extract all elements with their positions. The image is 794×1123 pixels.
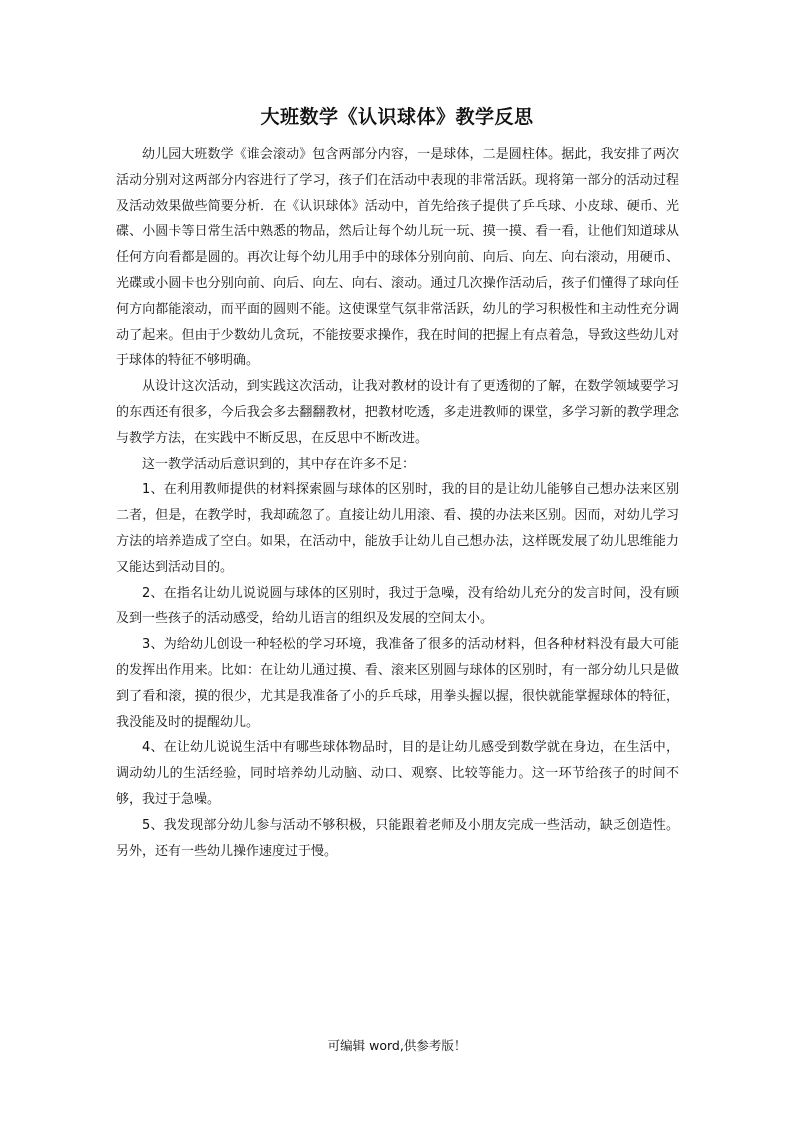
paragraph-shortcomings-heading: 这一教学活动后意识到的，其中存在许多不足： xyxy=(142,456,416,472)
document-title: 大班数学《认识球体》教学反思 xyxy=(260,106,534,128)
paragraph-point-1: 1、在利用教师提供的材料探索圆与球体的区别时，我的目的是让幼儿能够自己想办法来区别二者，但是，在教学时，我却疏忽了。直接让幼儿用滚、看、摸的办法来区别。因而，对幼儿学习方法的培养造成了空白。如果，在活动中，能放手让幼儿自己想办法，这样既发展了幼儿思维能力又能达到活动目的。 xyxy=(116,482,679,575)
page-footer: 可编辑 word,供参考版！ xyxy=(327,1038,467,1053)
document-body xyxy=(116,142,679,864)
paragraph-reflection: 从设计这次活动，到实践这次活动，让我对教材的设计有了更透彻的了解，在数学领域要学习的东西还有很多，今后我会多去翻翻教材，把教材吃透，多走进教师的课堂，多学习新的教学理念与教学方法，在实践中不断反思，在反思中不断改进。 xyxy=(116,379,679,446)
paragraph-point-2: 2、在指名让幼儿说说圆与球体的区别时，我过于急噪，没有给幼儿充分的发言时间，没有顾及到一些孩子的活动感受，给幼儿语言的组织及发展的空间太小。 xyxy=(116,585,679,627)
paragraph-point-4: 4、在让幼儿说说生活中有哪些球体物品时，目的是让幼儿感受到数学就在身边，在生活中，调动幼儿的生活经验，同时培养幼儿动脑、动口、观察、比较等能力。这一环节给孩子的时间不够，我过于急噪。 xyxy=(116,740,679,807)
paragraph-point-3: 3、为给幼儿创设一种轻松的学习环境，我准备了很多的活动材料，但各种材料没有最大可能的发挥出作用来。比如：在让幼儿通过摸、看、滚来区别圆与球体的区别时，有一部分幼儿只是做到了看和滚，摸的很少，尤其是我准备了小的乒乓球，用拳头握以握，很快就能掌握球体的特征，我没能及时的提醒幼儿。 xyxy=(116,637,679,730)
paragraph-intro: 幼儿园大班数学《谁会滚动》包含两部分内容，一是球体，二是圆柱体。据此，我安排了两次活动分别对这两部分内容进行了学习，孩子们在活动中表现的非常活跃。现将第一部分的活动过程及活动效果做些简要分析．在《认识球体》活动中，首先给孩子提供了乒乓球、小皮球、硬币、光碟、小圆卡等日常生活中熟悉的物品，然后让每个幼儿玩一玩、摸一摸、看一看，让他们知道球从任何方向看都是圆的。再次让每个幼儿用手中的球体分别向前、向后、向左、向右滚动，用硬币、光碟或小圆卡也分别向前、向后、向左、向右、滚动。通过几次操作活动后，孩子们懂得了球向任何方向都能滚动，而平面的圆则不能。这使课堂气氛非常活跃，幼儿的学习积极性和主动性充分调动了起来。但由于少数幼儿贪玩，不能按要求操作，我在时间的把握上有点着急，导致这些幼儿对于球体的特征不够明确。 xyxy=(116,147,679,369)
paragraph-point-5: 5、我发现部分幼儿参与活动不够积极，只能跟着老师及小朋友完成一些活动，缺乏创造性。另外，还有一些幼儿操作速度过于慢。 xyxy=(116,817,679,859)
